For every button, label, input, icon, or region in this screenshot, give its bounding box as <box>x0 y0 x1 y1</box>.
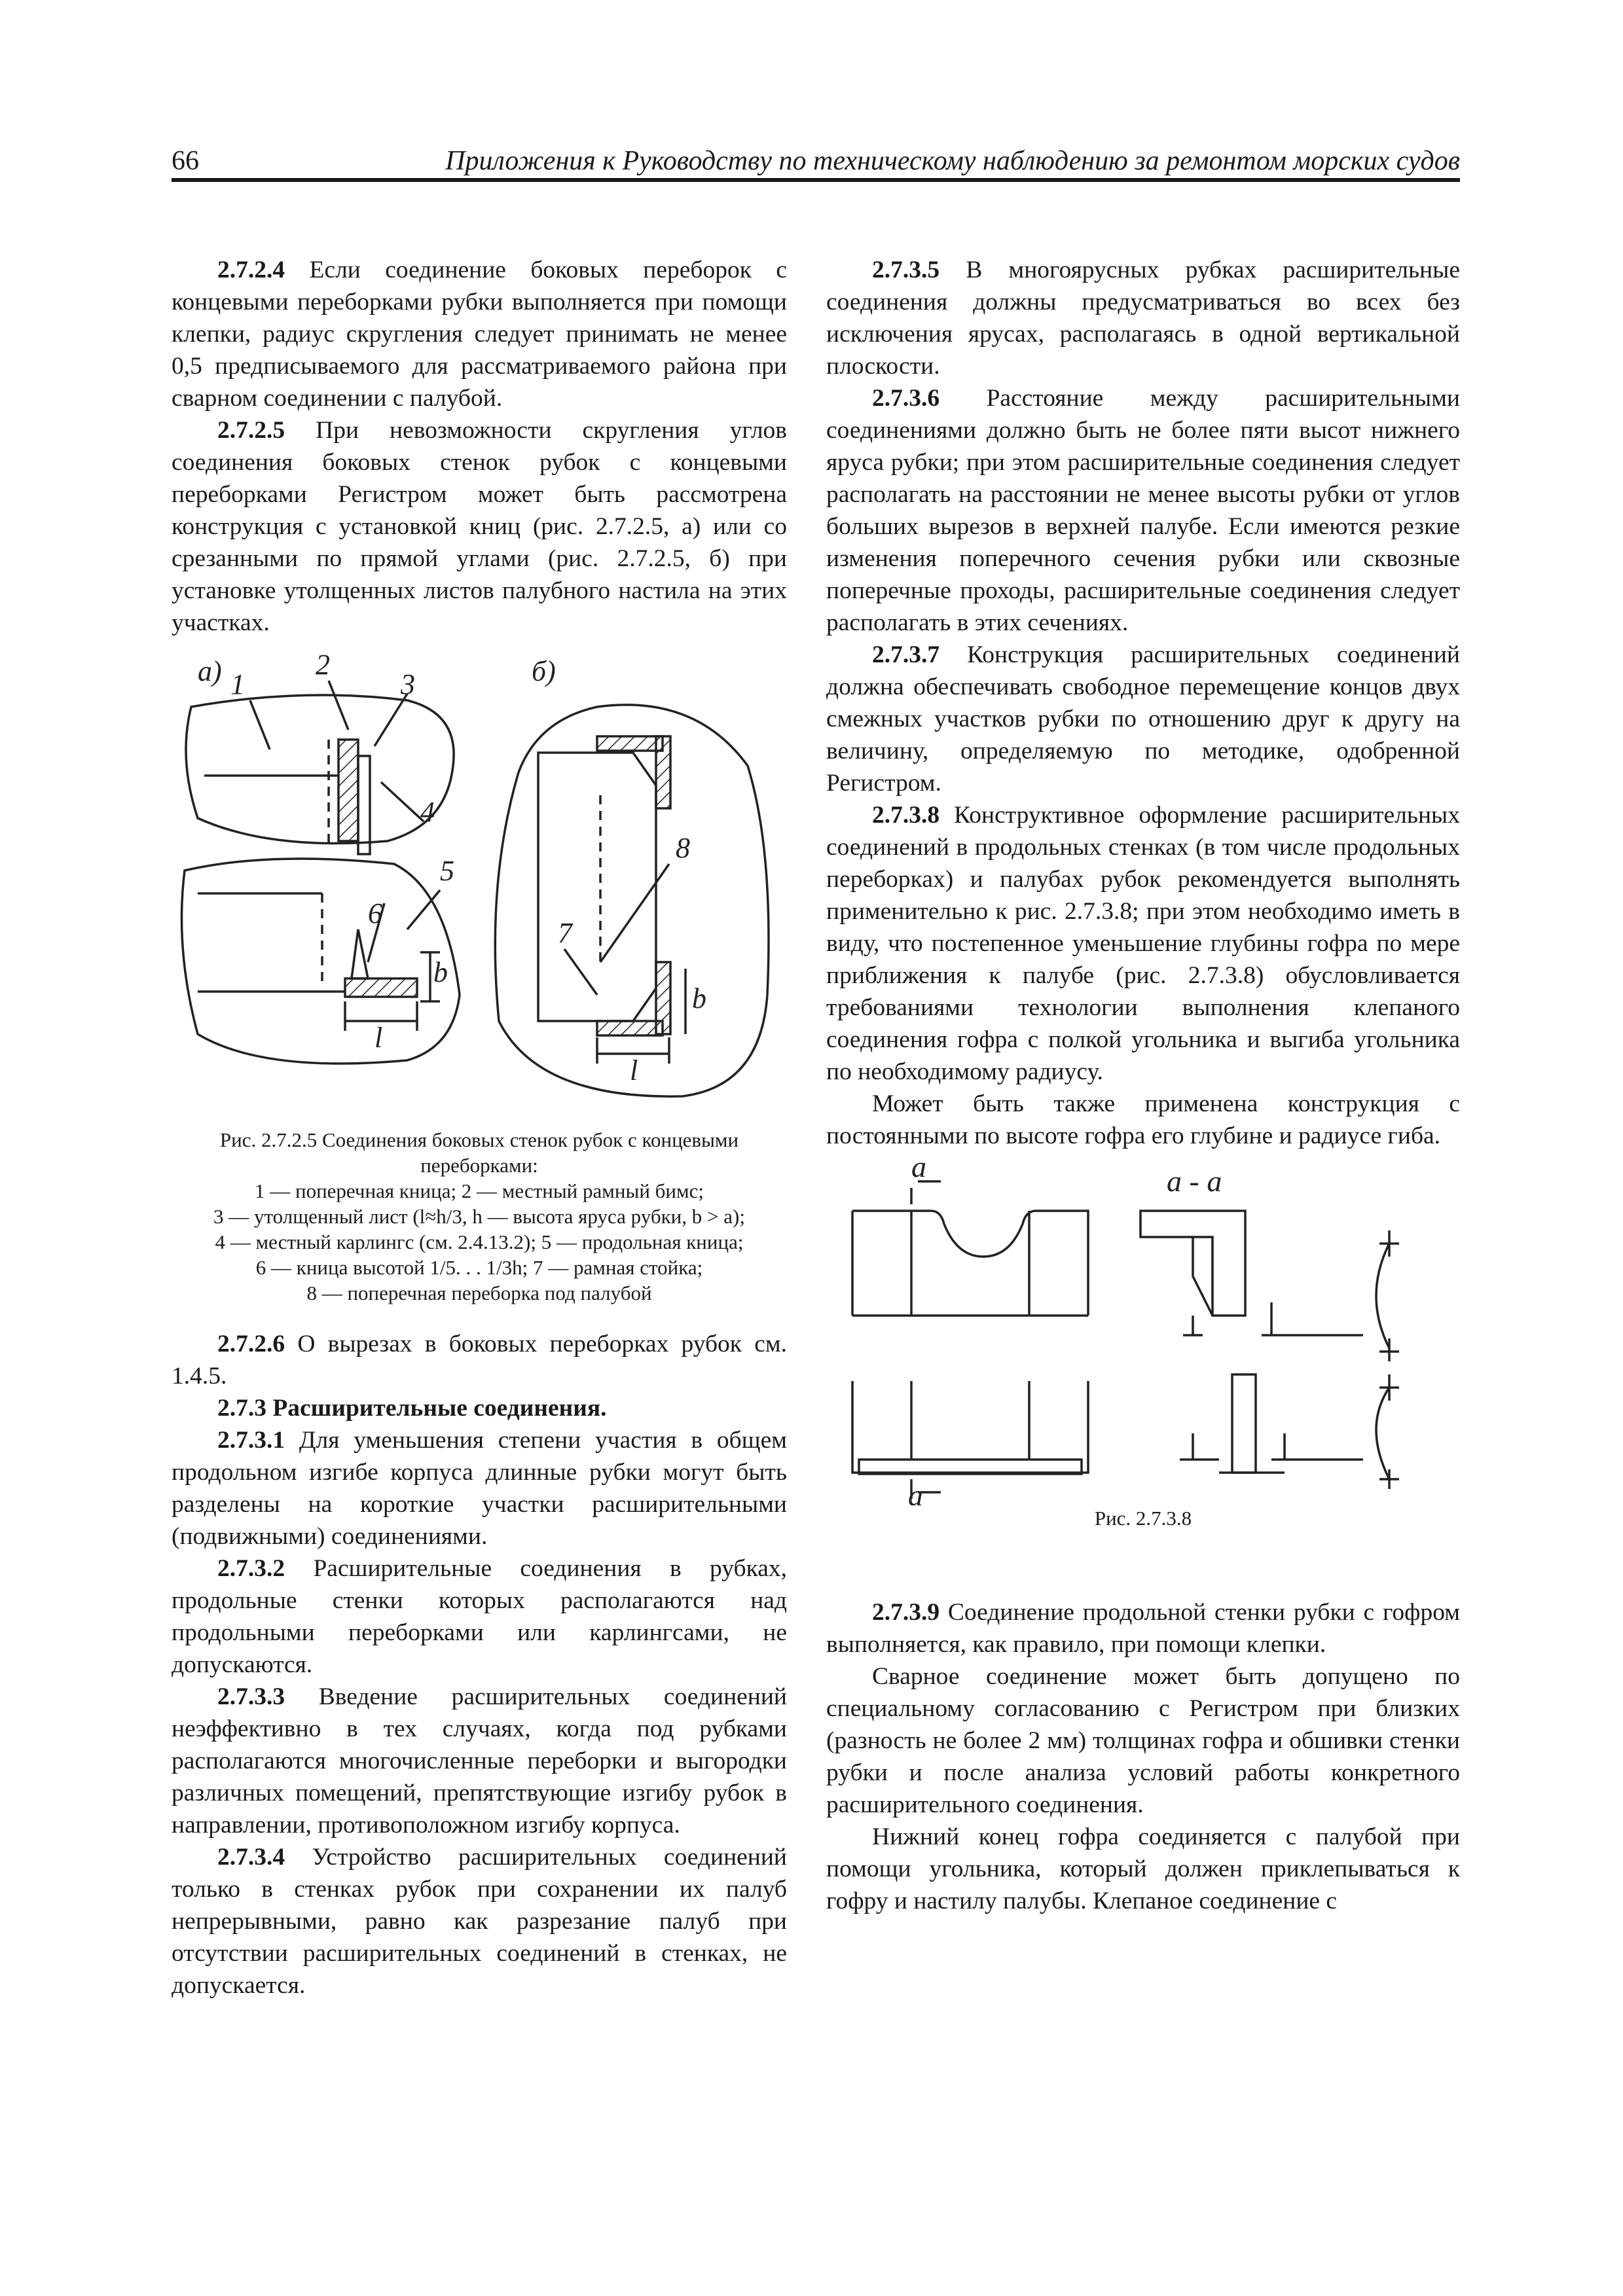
running-title: Приложения к Руководству по техническому наблюдению за ремонтом морских судов <box>445 146 1460 176</box>
figure-2-7-2-5-caption: Рис. 2.7.2.5 Соединения боковых стенок рубок с концевыми переборками: 1 — поперечная кница; 2 — местный рамный бимс; 3 — утолщенный лист (l≈h/3, h — высота яруса рубки, b > a); 4 — местный карлингс (см. 2.4.13.2); 5 — продольная кница; 6 — кница высотой 1/5. . . 1/3h; 7 — рамная стойка; 8 — поперечная переборка под палубой <box>213 1128 745 1304</box>
left-column <box>172 254 787 2001</box>
page-header <box>172 145 1460 181</box>
fig2-label-a-bottom: a <box>908 1479 923 1505</box>
header-rule <box>172 178 1460 182</box>
blob-b <box>495 705 769 1096</box>
paragraph-constant-corrugation: Может быть также применена конструкция с постоянными по высоте гофра его глубине и радиусе гиба. <box>826 1090 1460 1149</box>
blob-a-bottom <box>182 859 460 1064</box>
figure-2-7-3-8 <box>826 1152 1460 1505</box>
paragraph-2-7-2-4: 2.7.2.4 Если соединение боковых переборок с концевыми переборками рубки выполняется при помощи клепки, радиус скругления следует принимать не менее 0,5 предписываемого для рассматриваемого района при сварном соединении с палубой. <box>172 257 788 412</box>
fig1-label-2: 2 <box>316 655 330 681</box>
fig1-label-b-b: b <box>692 982 706 1014</box>
right-column <box>826 254 1460 1917</box>
figure-2-7-3-8-caption: Рис. 2.7.3.8 <box>1094 1507 1192 1530</box>
paragraph-2-7-3-5: 2.7.3.5 В многоярусных рубках расширительные соединения должны предусматриваться во всех без исключения ярусах, располагаясь в одной вертикальной плоскости. <box>826 257 1461 380</box>
paragraph-2-7-3-6: 2.7.3.6 Расстояние между расширительными соединениями должно быть не более пяти высот нижнего яруса рубки; при этом расширительные соединения следует располагать на расстоянии не менее высоты рубки от углов больших вырезов в верхней палубе. Если имеются резкие изменения поперечного сечения рубки или сквозные поперечные проходы, расширительные соединения следует располагать в этих сечениях. <box>826 385 1460 636</box>
paragraph-2-7-3-7: 2.7.3.7 Конструкция расширительных соединений должна обеспечивать свободное перемещение концов двух смежных участков рубки по отношению друг к другу на величину, определяемую по методике, одобренной Регистром. <box>826 641 1461 797</box>
paragraph-2-7-2-5: 2.7.2.5 При невозможности скругления углов соединения боковых стенок рубок с концевыми переборками Регистром может быть рассмотрена конструкция с установкой книц (рис. 2.7.2.5, а) или со срезанными по прямой углами (рис. 2.7.2.5, б) при установке утолщенных листов палубного настила на этих участках. <box>172 417 788 636</box>
blob-a-top <box>186 695 454 843</box>
fig2-label-a-top: a <box>911 1152 926 1183</box>
fig1-label-b: б) <box>532 655 556 687</box>
paragraph-2-7-2-6: 2.7.2.6 О вырезах в боковых переборках рубок см. 1.4.5. <box>172 1331 787 1390</box>
fig1-label-3: 3 <box>401 668 415 700</box>
fig1-label-b-a: b <box>433 956 448 988</box>
fig1-label-4: 4 <box>420 796 435 828</box>
paragraph-welded-joint: Сварное соединение может быть допущено по специальному согласованию с Регистром при близких (разность не более 2 мм) толщинах гофра и обшивки стенки рубки и после анализа условий работы конкретного расширительного соединения. <box>826 1663 1460 1818</box>
fig2-label-section: a - a <box>1167 1164 1222 1198</box>
paragraph-lower-end: Нижний конец гофра соединяется с палубой при помощи угольника, который должен приклепываться к гофру и настилу палубы. Клепаное соединение с <box>826 1823 1460 1914</box>
fig1-label-7: 7 <box>558 917 572 949</box>
paragraph-2-7-3-3: 2.7.3.3 Введение расширительных соединений неэффективно в тех случаях, когда под рубками располагаются многочисленные переборки и выгородки различных помещений, препятствующие изгибу рубок в направлении, противоположном изгибу корпуса. <box>172 1683 788 1839</box>
paragraph-2-7-3-9: 2.7.3.9 Соединение продольной стенки рубки с гофром выполняется, как правило, при помощи клепки. <box>826 1599 1460 1658</box>
fig1-label-8: 8 <box>676 832 690 864</box>
paragraph-2-7-3-2: 2.7.3.2 Расширительные соединения в рубках, продольные стенки которых располагаются над продольными переборками или карлингсами, не допускаются. <box>172 1555 787 1678</box>
fig1-label-l-a: l <box>374 1022 383 1054</box>
figure-2-7-2-5 <box>172 655 787 1113</box>
paragraph-2-7-3-1: 2.7.3.1 Для уменьшения степени участия в общем продольном изгибе корпуса длинные рубки могут быть разделены на короткие участки расширительными (подвижными) соединениями. <box>172 1427 788 1550</box>
fig1-label-1: 1 <box>230 668 245 700</box>
fig1-label-l-b: l <box>630 1054 638 1086</box>
page-number: 66 <box>172 146 199 176</box>
paragraph-2-7-3-4: 2.7.3.4 Устройство расширительных соединений только в стенках рубок при сохранении их палуб непрерывными, равно как разрезание палуб при отсутствии расширительных соединений в стенках, не допускается. <box>172 1844 787 1999</box>
fig1-label-6: 6 <box>368 897 382 929</box>
fig1-label-a: а) <box>198 655 222 687</box>
heading-2-7-3: 2.7.3 Расширительные соединения. <box>217 1395 607 1422</box>
fig1-label-5: 5 <box>440 855 454 887</box>
paragraph-2-7-3-8: 2.7.3.8 Конструктивное оформление расширительных соединений в продольных стенках (в том числе продольных переборках) и палубах рубок рекомендуется выполнять применительно к рис. 2.7.3.8; при этом необходимо иметь в виду, что постепенное уменьшение глубины гофра по мере приближения к палубе (рис. 2.7.3.8) обусловливается требованиями технологии выполнения клепаного соединения гофра с полкой угольника и выгиба угольника по необходимому радиусу. <box>826 802 1460 1085</box>
